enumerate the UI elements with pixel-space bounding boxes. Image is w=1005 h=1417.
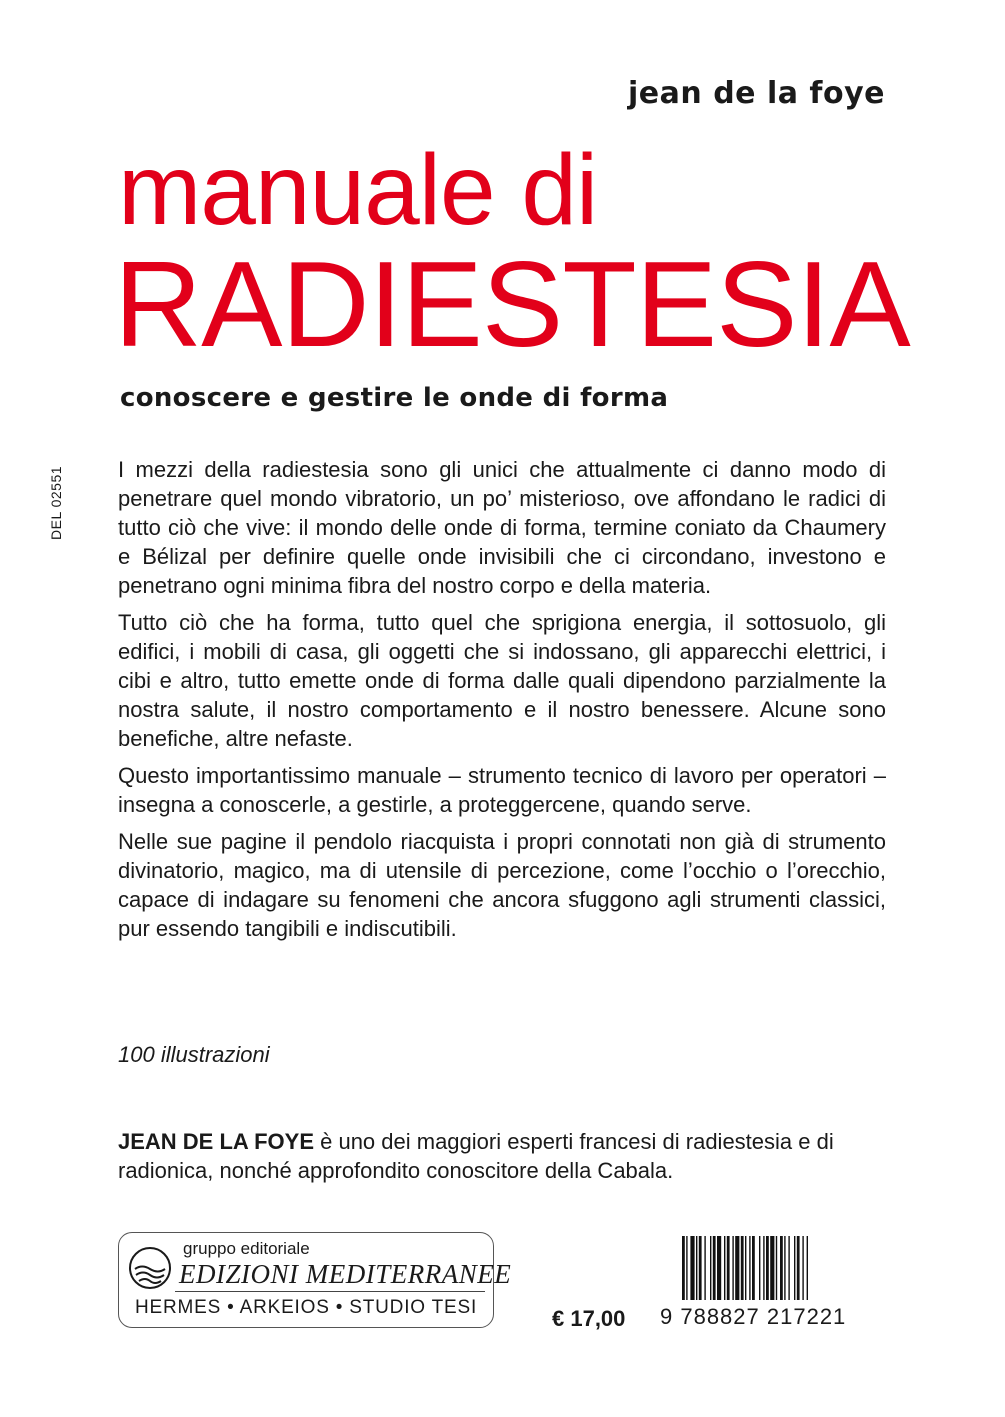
publisher-group-label: gruppo editoriale <box>183 1239 310 1258</box>
barcode-bar <box>788 1236 789 1300</box>
price: € 17,00 <box>552 1306 626 1331</box>
barcode-bar <box>735 1236 739 1300</box>
isbn-digits: 9 788827 217221 <box>660 1304 847 1329</box>
barcode-bar <box>759 1236 760 1300</box>
title-line-2: RADIESTESIA <box>114 236 910 372</box>
barcode-bar <box>686 1236 687 1300</box>
publisher-wave-icon <box>127 1245 173 1291</box>
bio-text: è uno dei maggiori esperti francesi di radiestesia e di radionica, nonché approfondito conoscitore della Cabala. <box>118 1129 834 1183</box>
blurb-paragraph: I mezzi della radiestesia sono gli unici che attualmente ci danno modo di penetrare quel mondo vibratorio, un po’ misterioso, ove affondano le radici di tutto ciò che vive: il mondo delle onde di forma, termine coniato da Chaumery e Bélizal per definire quelle onde invisibili che ci circondano, investono e penetrano ogni minima fibra del nostro corpo e della materia. <box>118 457 886 598</box>
publisher-divider <box>175 1291 485 1292</box>
barcode-bar <box>752 1236 755 1300</box>
publisher-logo <box>118 1232 512 1328</box>
barcode-bar <box>807 1236 808 1300</box>
barcode-bar <box>749 1236 750 1300</box>
barcode-bar <box>770 1236 774 1300</box>
barcode-bar <box>690 1236 694 1300</box>
title-line-1: manuale di <box>118 134 598 246</box>
blurb <box>118 455 886 951</box>
barcode-bar <box>696 1236 697 1300</box>
barcode-bar <box>741 1236 744 1300</box>
side-product-code: DEL 02551 <box>48 465 64 540</box>
author-name: jean de la foye <box>628 76 885 111</box>
barcode-bar <box>802 1236 803 1300</box>
subtitle: conoscere e gestire le onde di forma <box>120 383 669 413</box>
barcode-bar <box>794 1236 795 1300</box>
illustrations-count: 100 illustrazioni <box>118 1042 270 1067</box>
barcode-bar <box>713 1236 716 1300</box>
barcode-bar <box>724 1236 725 1300</box>
barcode-bar <box>732 1236 733 1300</box>
barcode-bar <box>717 1236 721 1300</box>
barcode-bar <box>704 1236 705 1300</box>
barcode-bar <box>710 1236 711 1300</box>
bio-author-name: JEAN DE LA FOYE <box>118 1129 314 1154</box>
barcode-bar <box>766 1236 769 1300</box>
barcode-bar <box>763 1236 764 1300</box>
blurb-paragraph: Questo importantissimo manuale – strumento tecnico di lavoro per operatori – insegna a conoscerle, a gestirle, a proteggercene, quando serve. <box>118 763 886 817</box>
author-bio <box>118 1127 886 1185</box>
publisher-imprints: HERMES • ARKEIOS • STUDIO TESI <box>134 1297 478 1318</box>
barcode-bar <box>780 1236 783 1300</box>
barcode-bar <box>682 1236 685 1300</box>
blurb-paragraph: Tutto ciò che ha forma, tutto quel che sprigiona energia, il sottosuolo, gli edifici, i mobili di casa, gli oggetti che si indossano, gli apparecchi elettrici, i cibi e altro, tutto emette onde di forma dalle quali dipendono parzialmente la nostra salute, il nostro comportamento e il nostro benessere. Alcune sono benefiche, altre nefaste. <box>118 610 886 751</box>
barcode-bar <box>797 1236 800 1300</box>
blurb-paragraph: Nelle sue pagine il pendolo riacquista i propri connotati non già di strumento divinatorio, magico, ma di utensile di percezione, come l’occhio o l’orecchio, capace di indagare su fenomeni che ancora sfuggono agli strumenti classici, pur essendo tangibili e indiscutibili. <box>118 829 886 941</box>
barcode <box>680 1236 860 1300</box>
barcode-bar <box>699 1236 702 1300</box>
publisher-name: EDIZIONI MEDITERRANEE <box>179 1259 512 1289</box>
barcode-bar <box>745 1236 746 1300</box>
barcode-bar <box>784 1236 785 1300</box>
barcode-bar <box>727 1236 730 1300</box>
barcode-bar <box>776 1236 777 1300</box>
